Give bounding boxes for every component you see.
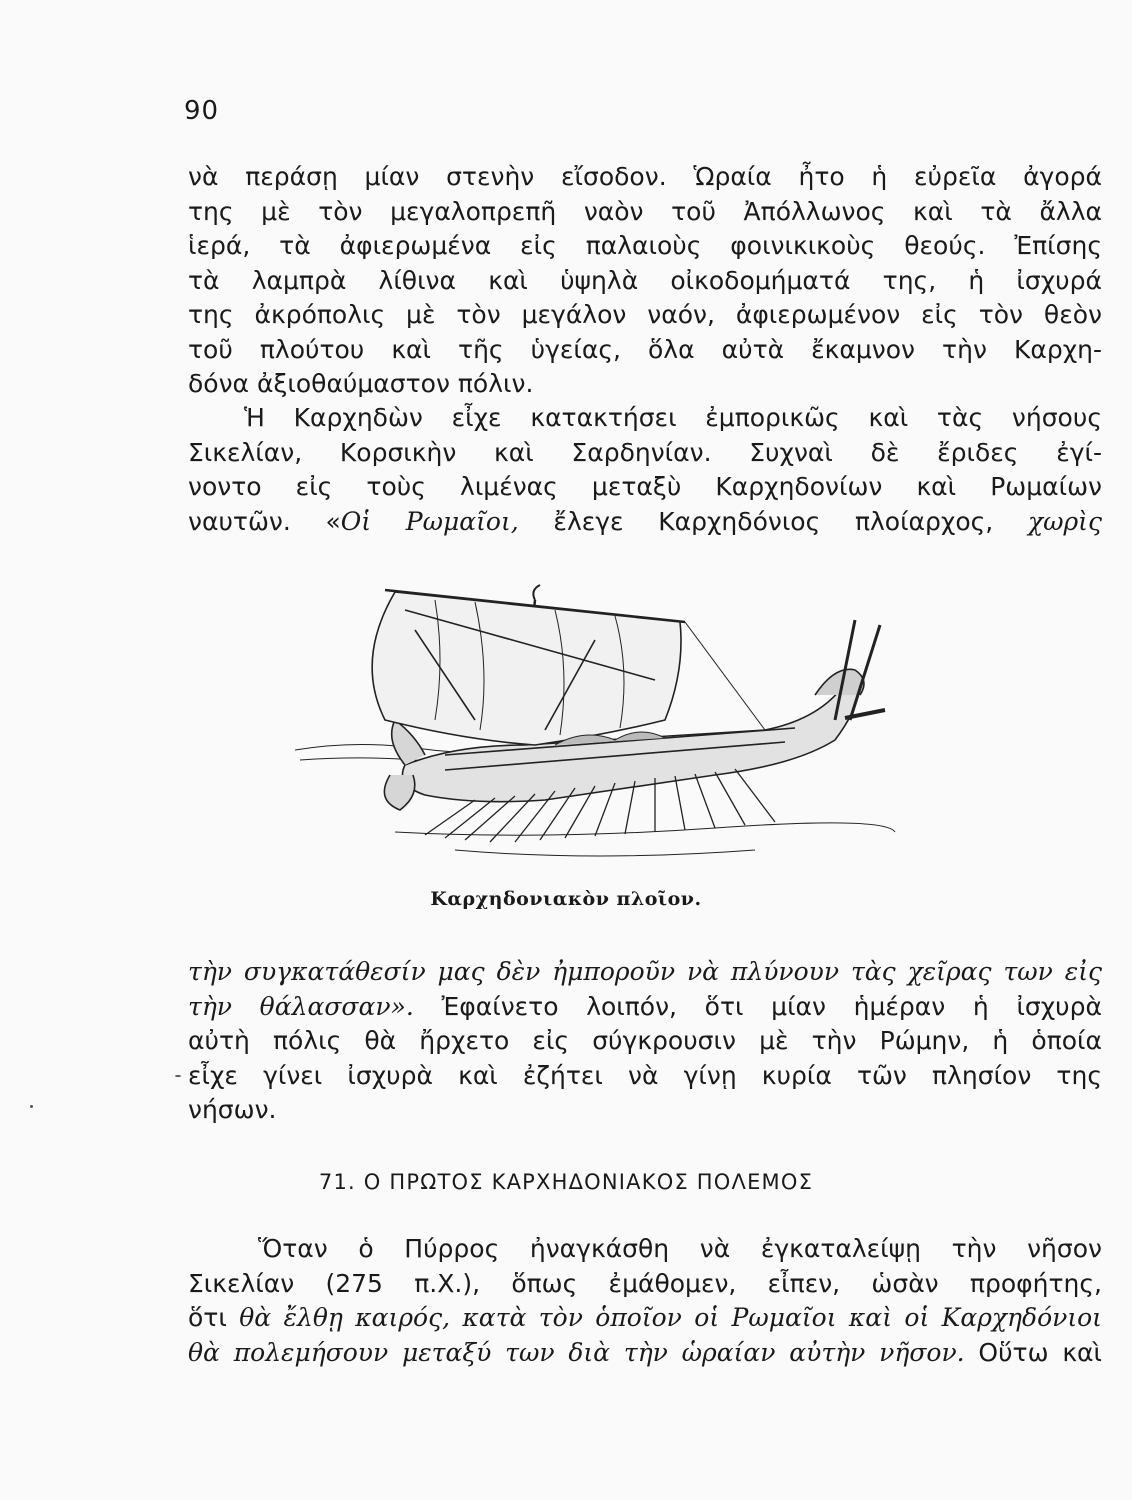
text-segment: ὅτι xyxy=(188,1303,240,1332)
text-line: Σικελίαν (275 π.Χ.), ὅπως ἐμάθομεν, εἶπεν, ὡσὰν προφήτης, xyxy=(188,1268,1102,1298)
italic-quote: χωρὶς xyxy=(1027,506,1102,536)
paragraph-trade xyxy=(188,401,1102,539)
italic-quote: θὰ πολεμήσουν μεταξύ των διὰ τὴν ὡραίαν αὐτὴν νῆσον. xyxy=(188,1337,965,1367)
text-line: αὐτὴ πόλις θὰ ἤρχετο εἰς σύγκρουσιν μὲ τὴν Ρώμην, ἡ ὁποία xyxy=(188,1026,1102,1055)
text-line: νήσων. xyxy=(188,1095,277,1124)
figure-caption: Καρχηδονιακὸν πλοῖον. xyxy=(430,888,702,910)
text-line: τὰ λαμπρὰ λίθινα καὶ ὑψηλὰ οἰκοδομήματά της, ἡ ἰσχυρά xyxy=(188,265,1102,295)
text-line: Ὅταν ὁ Πύρρος ἠναγκάσθη νὰ ἐγκαταλείψῃ τὴν νῆσον xyxy=(258,1234,1102,1263)
print-speck xyxy=(30,1105,33,1108)
text-line: νοντο εἰς τοὺς λιμένας μεταξὺ Καρχηδονίων καὶ Ρωμαίων xyxy=(188,472,1102,501)
text-line: τοῦ πλούτου καὶ τῆς ὑγείας, ὅλα αὐτὰ ἔκαμνον τὴν Καρχη- xyxy=(188,334,1102,364)
text-line: εἶχε γίνει ἰσχυρὰ καὶ ἐζήτει νὰ γίνῃ κυρία τῶν πλησίον της xyxy=(188,1060,1102,1090)
italic-quote: τὴν θάλασσαν». xyxy=(188,991,414,1021)
paragraph-agora xyxy=(188,160,1102,402)
text-segment: Ἐφαίνετο λοιπόν, ὅτι μίαν ἡμέραν ἡ ἰσχυρὰ xyxy=(413,991,1103,1021)
text-line: της ἀκρόπολις μὲ τὸν μεγάλον ναόν, ἀφιερωμένον εἰς τὸν θεὸν xyxy=(188,300,1102,329)
text-line: Ἡ Καρχηδὼν εἶχε κατακτήσει ἐμπορικῶς καὶ τὰς νήσους xyxy=(244,403,1102,432)
text-line: δόνα ἀξιοθαύμαστον πόλιν. xyxy=(188,369,534,398)
text-line: της μὲ τὸν μεγαλοπρεπῆ ναὸν τοῦ Ἀπόλλωνος καὶ τὰ ἄλλα xyxy=(188,196,1102,226)
text-line xyxy=(188,1301,1102,1336)
text-line: νὰ περάσῃ μίαν στενὴν εἴσοδον. Ὡραία ἦτο ἡ εὐρεῖα ἀγορά xyxy=(188,162,1102,191)
text-segment: Οὕτω καὶ xyxy=(964,1337,1102,1367)
text-line: ἱερά, τὰ ἀφιερωμένα εἰς παλαιοὺς φοινικικοὺς θεούς. Ἐπίσης xyxy=(188,231,1102,260)
italic-quote: Οἱ Ρωμαῖοι, xyxy=(340,506,519,536)
italic-quote: θὰ ἔλθῃ καιρός, κατὰ τὸν ὁποῖον οἱ Ρωμαῖοι καὶ οἱ Καρχηδόνιοι xyxy=(239,1303,1102,1332)
page-number: 90 xyxy=(184,96,220,126)
text-line xyxy=(188,505,1102,540)
text-segment: ναυτῶν. « xyxy=(188,506,341,536)
text-line xyxy=(188,1336,1102,1371)
text-segment: ἔλεγε Καρχηδόνιος πλοίαρχος, xyxy=(518,506,1028,536)
section-heading: 71. Ο ΠΡΩΤΟΣ ΚΑΡΧΗΔΟΝΙΑΚΟΣ ΠΟΛΕΜΟΣ xyxy=(318,1170,814,1194)
italic-line: τὴν συγκατάθεσίν μας δὲν ἠμποροῦν νὰ πλύνουν τὰς χεῖρας των εἰς xyxy=(188,957,1102,986)
text-line: Σικελίαν, Κορσικὴν καὶ Σαρδηνίαν. Συχναὶ δὲ ἔριδες ἐγί- xyxy=(188,437,1102,467)
print-speck xyxy=(175,1075,181,1077)
paragraph-conflict xyxy=(188,955,1102,1128)
text-line xyxy=(188,990,1102,1025)
paragraph-pyrrhus xyxy=(188,1232,1102,1370)
carthaginian-ship-engraving xyxy=(295,570,905,870)
ship-illustration xyxy=(295,570,905,870)
